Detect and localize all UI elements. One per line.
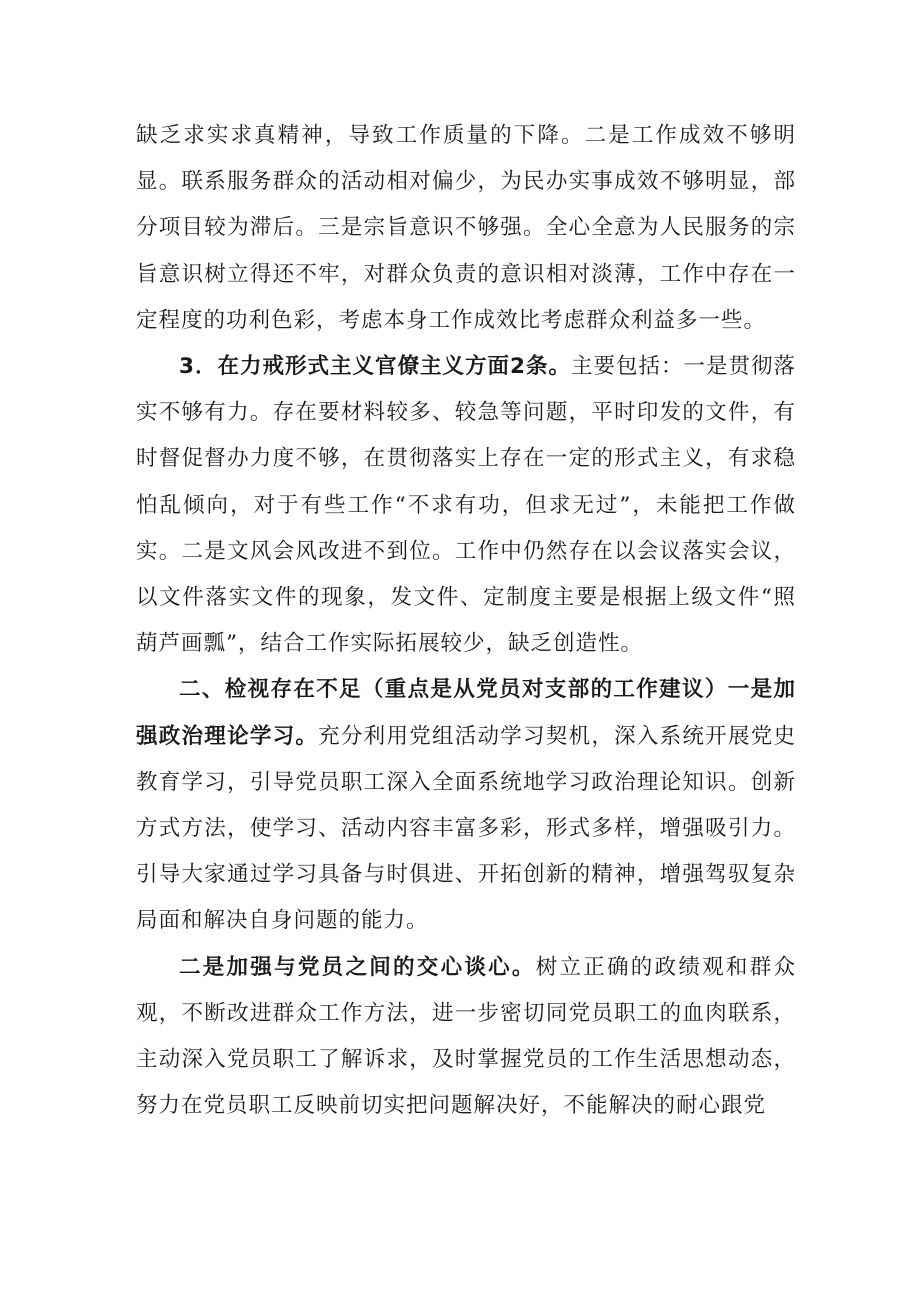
paragraph-formalism — [136, 344, 796, 667]
document-body — [136, 113, 796, 1129]
paragraph-shortcomings — [136, 667, 796, 944]
paragraph-text: 充分利用党组活动学习契机，深入系统开展党史教育学习，引导党员职工深入全面系统地学习政治理论知识。创新方式方法，使学习、活动内容丰富多彩，形式多样，增强吸引力。引导大家通过学习具备与时俱进、开拓创新的精神，增强驾驭复杂局面和解决自身问题的能力。 — [136, 723, 796, 934]
paragraph-heading: 二、检视存在不足（重点是从党员对支部的工作建议）一是加强政治理论学习。 — [136, 677, 796, 749]
paragraph-communication — [136, 945, 796, 1130]
paragraph-text: 缺乏求实求真精神，导致工作质量的下降。二是工作成效不够明显。联系服务群众的活动相对偏少，为民办实事成效不够明显，部分项目较为滞后。三是宗旨意识不够强。全心全意为人民服务的宗旨意识树立得还不牢，对群众负责的意识相对淡薄，工作中存在一定程度的功利色彩，考虑本身工作成效比考虑群众利益多一些。 — [136, 123, 796, 333]
paragraph-text: 树立正确的政绩观和群众观，不断改进群众工作方法，进一步密切同党员职工的血肉联系，主动深入党员职工了解诉求，及时掌握党员的工作生活思想动态，努力在党员职工反映前切实把问题解决好，不能解决的耐心跟党 — [136, 954, 796, 1119]
paragraph-continued — [136, 113, 796, 344]
paragraph-heading: 二是加强与党员之间的交心谈心。 — [179, 954, 536, 980]
paragraph-text: 主要包括：一是贯彻落实不够有力。存在要材料较多、较急等问题，平时印发的文件，有时督促督办力度不够，在贯彻落实上存在一定的形式主义，有求稳怕乱倾向，对于有些工作“不求有功，但求无过”，未能把工作做实。二是文风会风改进不到位。工作中仍然存在以会议落实会议，以文件落实文件的现象，发文件、定制度主要是根据上级文件“照葫芦画瓢”，结合工作实际拓展较少，缺乏创造性。 — [136, 354, 796, 657]
paragraph-heading: 3．在力戒形式主义官僚主义方面2条。 — [179, 354, 571, 380]
